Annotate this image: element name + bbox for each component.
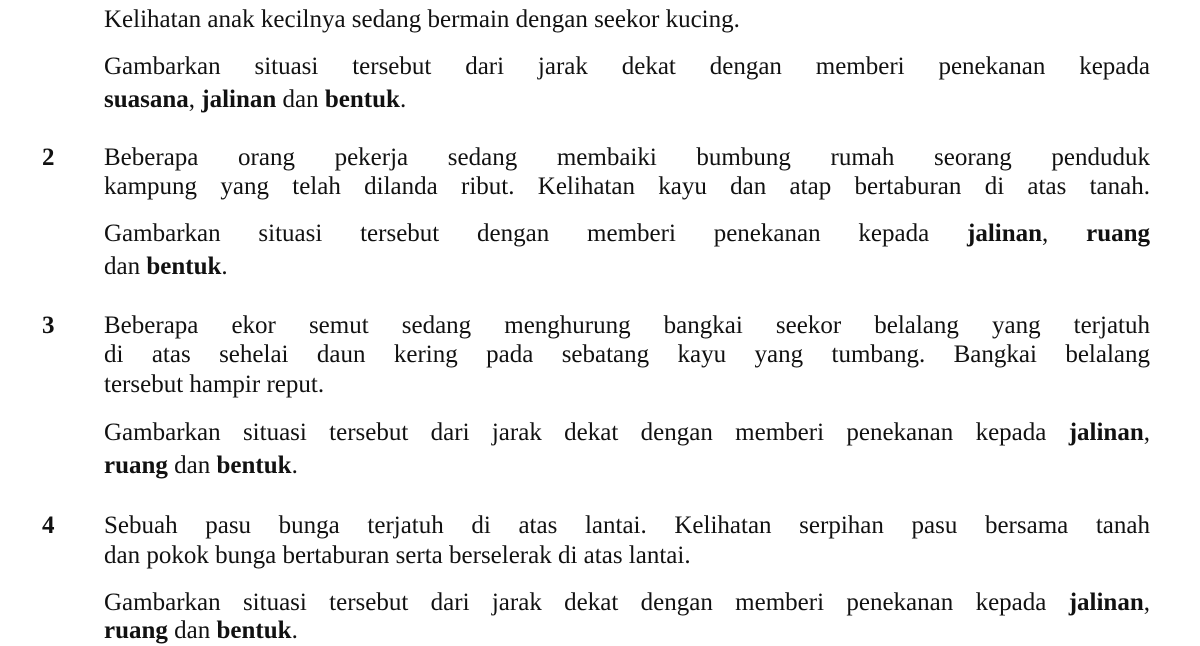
item4-line1: Sebuah pasu bunga terjatuh di atas lantai. Kelihatan serpihan pasu bersama tanah [104, 512, 1150, 539]
item3-line2: di atas sehelai daun kering pada sebatang kayu yang tumbang. Bangkai belalang [104, 341, 1150, 368]
item2-keyword-jalinan: jalinan [967, 220, 1043, 247]
item4-instruction-line2 [104, 616, 1150, 646]
item1-instruction-line2 [104, 85, 1150, 115]
item3-number: 3 [42, 312, 55, 339]
item1-keyword-bentuk: bentuk [324, 86, 400, 113]
item4-number: 4 [42, 512, 55, 539]
item2-number: 2 [42, 144, 55, 171]
item2-period: . [221, 253, 228, 280]
item1-comma: , [188, 86, 202, 113]
item3-line1: Beberapa ekor semut sedang menghurung bangkai seekor belalang yang terjatuh [104, 312, 1150, 339]
item4-line2: dan pokok bunga bertaburan serta berselerak di atas lantai. [104, 542, 691, 569]
item4-keyword-bentuk: bentuk [216, 617, 292, 644]
item4-comma: , [1143, 589, 1150, 616]
item3-keyword-ruang: ruang [104, 452, 168, 479]
item1-keyword-suasana: suasana [104, 86, 189, 113]
item2-keyword-ruang: ruang [1086, 220, 1150, 247]
item4-period: . [291, 617, 298, 644]
top-visible-line: Kelihatan anak kecilnya sedang bermain dengan seekor kucing. [104, 6, 740, 33]
item4-instruction-prefix: Gambarkan situasi tersebut dari jarak dekat dengan memberi penekanan kepada [104, 589, 1069, 616]
item3-comma: , [1143, 419, 1150, 446]
item3-instruction-prefix: Gambarkan situasi tersebut dari jarak dekat dengan memberi penekanan kepada [104, 419, 1069, 446]
item2-keyword-bentuk: bentuk [146, 253, 222, 280]
item1-instruction-line1: Gambarkan situasi tersebut dari jarak dekat dengan memberi penekanan kepada [104, 53, 1150, 80]
item2-instruction-line1 [104, 219, 1150, 249]
item2-dan: dan [104, 253, 147, 280]
item2-instruction-prefix: Gambarkan situasi tersebut dengan memberi penekanan kepada [104, 220, 967, 247]
item2-line1: Beberapa orang pekerja sedang membaiki bumbung rumah seorang penduduk [104, 144, 1150, 171]
item4-instruction-line1 [104, 588, 1150, 618]
item1-dan: dan [276, 86, 325, 113]
item3-instruction-line1 [104, 418, 1150, 448]
item3-period: . [291, 452, 298, 479]
item2-line2: kampung yang telah dilanda ribut. Kelihatan kayu dan atap bertaburan di atas tanah. [104, 173, 1150, 200]
item2-instruction-line2 [104, 252, 1150, 282]
item3-line3: tersebut hampir reput. [104, 371, 325, 398]
item4-keyword-ruang: ruang [104, 617, 168, 644]
item4-dan: dan [167, 617, 217, 644]
item1-keyword-jalinan: jalinan [201, 86, 277, 113]
item1-period: . [399, 86, 407, 113]
item4-keyword-jalinan: jalinan [1068, 589, 1144, 616]
item2-comma: , [1042, 220, 1087, 247]
item3-keyword-jalinan: jalinan [1068, 419, 1144, 446]
item3-keyword-bentuk: bentuk [216, 452, 292, 479]
item3-dan: dan [167, 452, 217, 479]
item3-instruction-line2 [104, 451, 1150, 481]
